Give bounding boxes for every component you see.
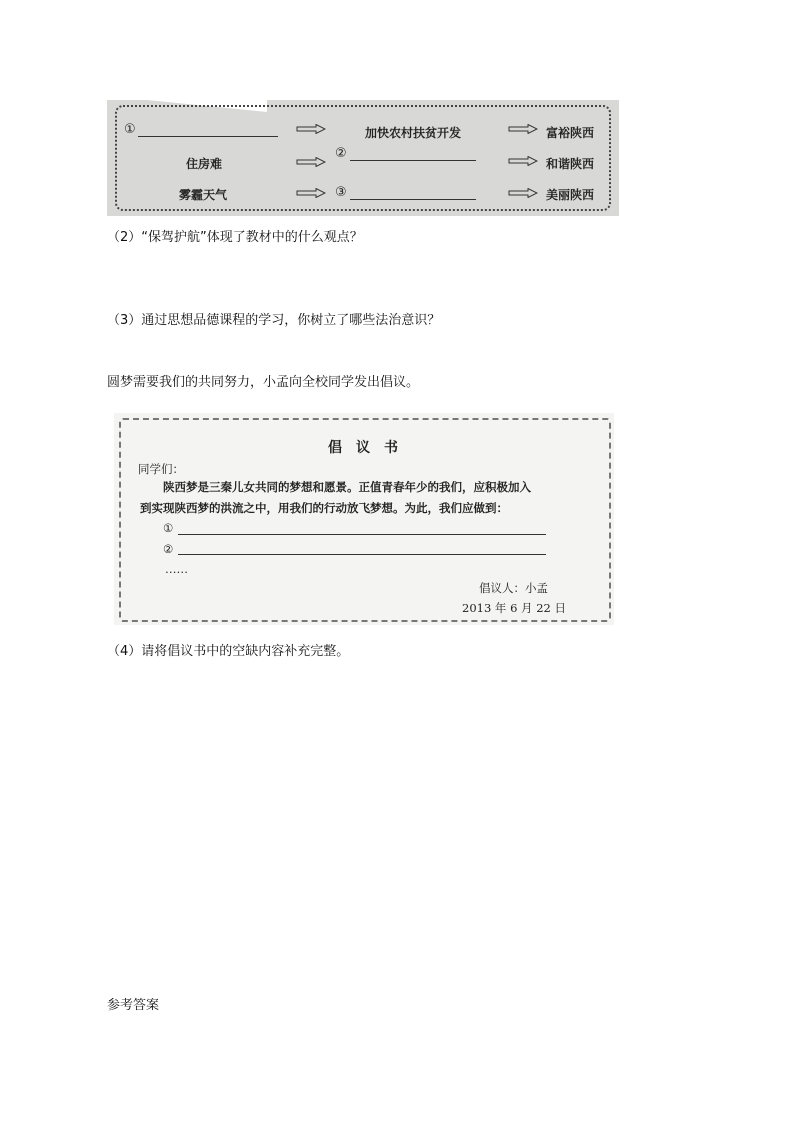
flow-row2-middle: ② <box>335 146 347 161</box>
proposal-blank-2 <box>178 554 546 555</box>
proposal-body-line1: 陕西梦是三秦儿女共同的梦想和愿景。正值青春年少的我们，应积极加入 <box>163 480 531 494</box>
flow-blank-1 <box>138 136 278 137</box>
flow-row1-left: ① <box>124 122 136 137</box>
arrow-right-icon <box>508 124 538 134</box>
proposal-ellipsis: …… <box>165 562 188 576</box>
flow-blank-3 <box>350 199 476 200</box>
flow-blank-2 <box>350 160 476 161</box>
flow-row2-left: 住房难 <box>186 157 223 171</box>
arrow-right-icon <box>296 157 326 167</box>
proposal-date: 2013 年 6 月 22 日 <box>462 601 566 615</box>
answer-heading: 参考答案 <box>107 998 160 1013</box>
flow-row3-right: 美丽陕西 <box>546 188 595 202</box>
proposal-item-1: ① <box>163 521 174 535</box>
intro-text: 圆梦需要我们的共同努力，小孟向全校同学发出倡议。 <box>107 375 420 390</box>
question-3: （3）通过思想品德课程的学习，你树立了哪些法治意识？ <box>107 313 441 328</box>
arrow-right-icon <box>296 124 326 134</box>
proposal-item-2: ② <box>163 542 174 556</box>
proposal-body-line2: 到实现陕西梦的洪流之中，用我们的行动放飞梦想。为此，我们应做到： <box>140 501 508 515</box>
flow-row3-left: 雾霾天气 <box>179 188 228 202</box>
arrow-right-icon <box>508 156 538 166</box>
question-4: （4）请将倡议书中的空缺内容补充完整。 <box>107 644 350 659</box>
flow-row2-right: 和谐陕西 <box>546 157 595 171</box>
proposal-title: 倡议书 <box>328 440 412 456</box>
flow-row1-right: 富裕陕西 <box>546 126 595 140</box>
flow-row1-middle: 加快农村扶贫开发 <box>365 126 462 140</box>
proposal-signer: 倡议人：小孟 <box>479 581 548 595</box>
flow-row3-middle: ③ <box>335 185 347 200</box>
proposal-blank-1 <box>178 534 546 535</box>
question-2: （2）“保驾护航”体现了教材中的什么观点？ <box>107 230 363 245</box>
arrow-right-icon <box>508 188 538 198</box>
arrow-right-icon <box>296 188 326 198</box>
proposal-salutation: 同学们： <box>138 462 184 476</box>
